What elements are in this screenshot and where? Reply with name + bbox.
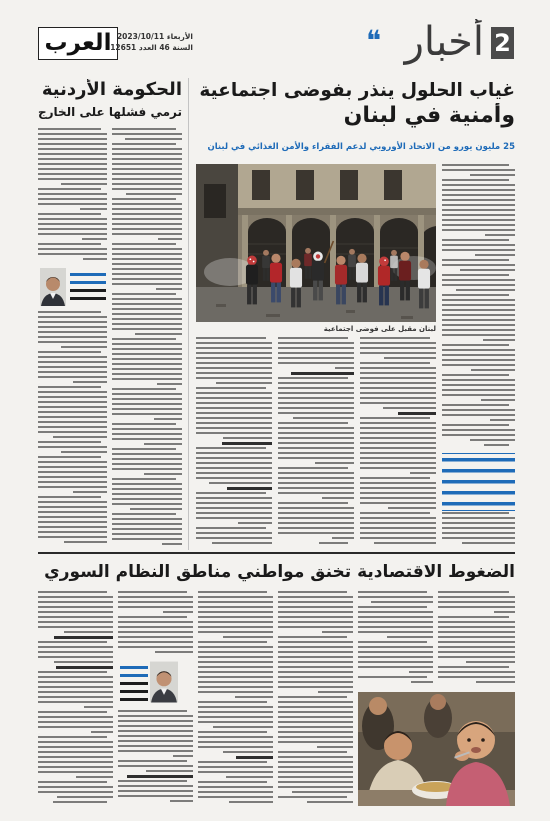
text-paragraph	[38, 781, 113, 801]
issue-info	[110, 31, 193, 53]
text-paragraph	[196, 527, 272, 547]
text-paragraph	[358, 606, 433, 641]
main-story-column	[442, 512, 515, 549]
text-paragraph	[358, 591, 433, 606]
text-paragraph	[442, 404, 515, 424]
children-eating-image	[358, 692, 515, 806]
bottom-story-column	[38, 591, 113, 806]
text-paragraph	[438, 616, 515, 666]
text-paragraph	[112, 388, 182, 423]
text-paragraph	[438, 591, 515, 616]
text-paragraph	[198, 731, 273, 756]
bottom-story-photo	[358, 692, 515, 806]
text-paragraph	[442, 444, 515, 449]
text-paragraph	[38, 128, 107, 188]
text-paragraph	[118, 710, 193, 760]
text-paragraph	[38, 213, 107, 243]
text-paragraph	[38, 591, 113, 636]
bottom-story-column	[438, 591, 515, 687]
side-story-column	[38, 128, 107, 263]
author-photo	[150, 661, 178, 703]
text-paragraph	[198, 761, 273, 781]
page-number: 2	[491, 27, 514, 59]
author-title-lines	[70, 289, 106, 300]
text-paragraph	[442, 424, 515, 444]
text-paragraph	[278, 796, 353, 806]
text-paragraph	[442, 164, 515, 179]
author-photo	[40, 268, 66, 306]
bottom-story-column	[118, 591, 193, 657]
bottom-story-column	[198, 591, 273, 806]
text-paragraph	[360, 417, 436, 477]
side-story-headline-line1: الحكومة الأردنية	[41, 79, 182, 100]
text-paragraph	[278, 502, 354, 542]
text-paragraph	[112, 143, 182, 198]
text-paragraph	[196, 387, 272, 442]
issue-line: السنة 46 العدد 12651	[110, 43, 193, 52]
main-story-column	[442, 164, 515, 450]
text-paragraph	[38, 456, 107, 496]
text-paragraph	[278, 377, 354, 422]
main-story-photo	[196, 164, 436, 322]
text-paragraph	[198, 591, 273, 641]
text-paragraph	[196, 492, 272, 527]
bottom-story-column	[358, 591, 433, 687]
text-paragraph	[112, 478, 182, 513]
text-paragraph	[112, 448, 182, 478]
date-line: الأربعاء 2023/10/11	[116, 32, 193, 41]
text-paragraph	[360, 477, 436, 512]
text-paragraph	[38, 441, 107, 456]
text-paragraph	[278, 696, 353, 751]
text-paragraph	[442, 512, 515, 547]
text-paragraph	[438, 666, 515, 686]
text-paragraph	[278, 751, 353, 796]
text-paragraph	[38, 641, 113, 666]
text-paragraph	[38, 351, 107, 386]
text-paragraph	[196, 337, 272, 387]
main-story-column	[278, 337, 354, 549]
text-paragraph	[358, 641, 433, 676]
text-paragraph	[198, 781, 273, 806]
quote-mark-icon	[366, 27, 390, 53]
text-paragraph	[118, 616, 193, 656]
section-divider	[38, 552, 515, 554]
pull-quote	[442, 453, 515, 511]
column-divider	[188, 78, 189, 550]
text-paragraph	[198, 701, 273, 731]
text-paragraph	[38, 496, 107, 546]
bottom-story-column	[278, 591, 353, 806]
text-paragraph	[442, 374, 515, 404]
author-title-lines	[120, 682, 148, 701]
text-paragraph	[112, 293, 182, 338]
text-paragraph	[278, 422, 354, 467]
bottom-story-column	[118, 710, 193, 806]
text-paragraph	[442, 344, 515, 374]
main-headline-line2: وأمنية في لبنان	[343, 103, 515, 128]
main-subheadline: 25 مليون يورو من الاتحاد الأوروبي لدعم الفقراء والأمن الغذائي في لبنان	[207, 142, 515, 152]
main-photo-caption: لبنان مقبل على فوضى اجتماعية	[323, 325, 436, 333]
section-title: أخبار	[404, 19, 484, 65]
text-paragraph	[278, 337, 354, 372]
newspaper-logo: العرب	[38, 27, 118, 60]
text-paragraph	[112, 338, 182, 388]
text-paragraph	[278, 591, 353, 636]
text-paragraph	[198, 641, 273, 701]
author-name-lines	[120, 666, 148, 677]
text-paragraph	[112, 198, 182, 243]
text-paragraph	[360, 362, 436, 412]
text-paragraph	[278, 542, 354, 547]
text-paragraph	[442, 239, 515, 259]
text-paragraph	[360, 337, 436, 362]
side-story-column	[112, 128, 182, 549]
text-paragraph	[112, 513, 182, 548]
text-paragraph	[38, 311, 107, 351]
text-paragraph	[38, 801, 113, 806]
text-paragraph	[118, 591, 193, 616]
street-protest-image	[196, 164, 436, 322]
side-story-author-box	[38, 267, 107, 307]
text-paragraph	[278, 636, 353, 696]
bottom-headline: الضغوط الاقتصادية تخنق مواطني مناطق النظام السوري	[44, 562, 515, 582]
text-paragraph	[38, 243, 107, 263]
bottom-story-author-box	[118, 660, 193, 706]
main-story-column	[196, 337, 272, 549]
main-headline-line1: غياب الحلول ينذر بفوضى اجتماعية	[199, 80, 515, 101]
text-paragraph	[112, 423, 182, 448]
author-name-lines	[70, 273, 106, 284]
text-paragraph	[358, 676, 433, 686]
text-paragraph	[118, 760, 193, 775]
text-paragraph	[112, 128, 182, 143]
text-paragraph	[118, 780, 193, 805]
text-paragraph	[38, 671, 113, 711]
text-paragraph	[278, 467, 354, 502]
text-paragraph	[360, 512, 436, 547]
text-paragraph	[38, 711, 113, 736]
text-paragraph	[38, 188, 107, 213]
text-paragraph	[442, 259, 515, 274]
side-story-column	[38, 311, 107, 549]
text-paragraph	[442, 179, 515, 239]
text-paragraph	[38, 736, 113, 781]
text-paragraph	[442, 274, 515, 294]
main-story-column	[360, 337, 436, 549]
side-story-headline-line2: ترمي فشلها على الخارج	[38, 105, 182, 119]
text-paragraph	[38, 386, 107, 441]
text-paragraph	[196, 447, 272, 487]
text-paragraph	[112, 243, 182, 293]
text-paragraph	[442, 294, 515, 344]
